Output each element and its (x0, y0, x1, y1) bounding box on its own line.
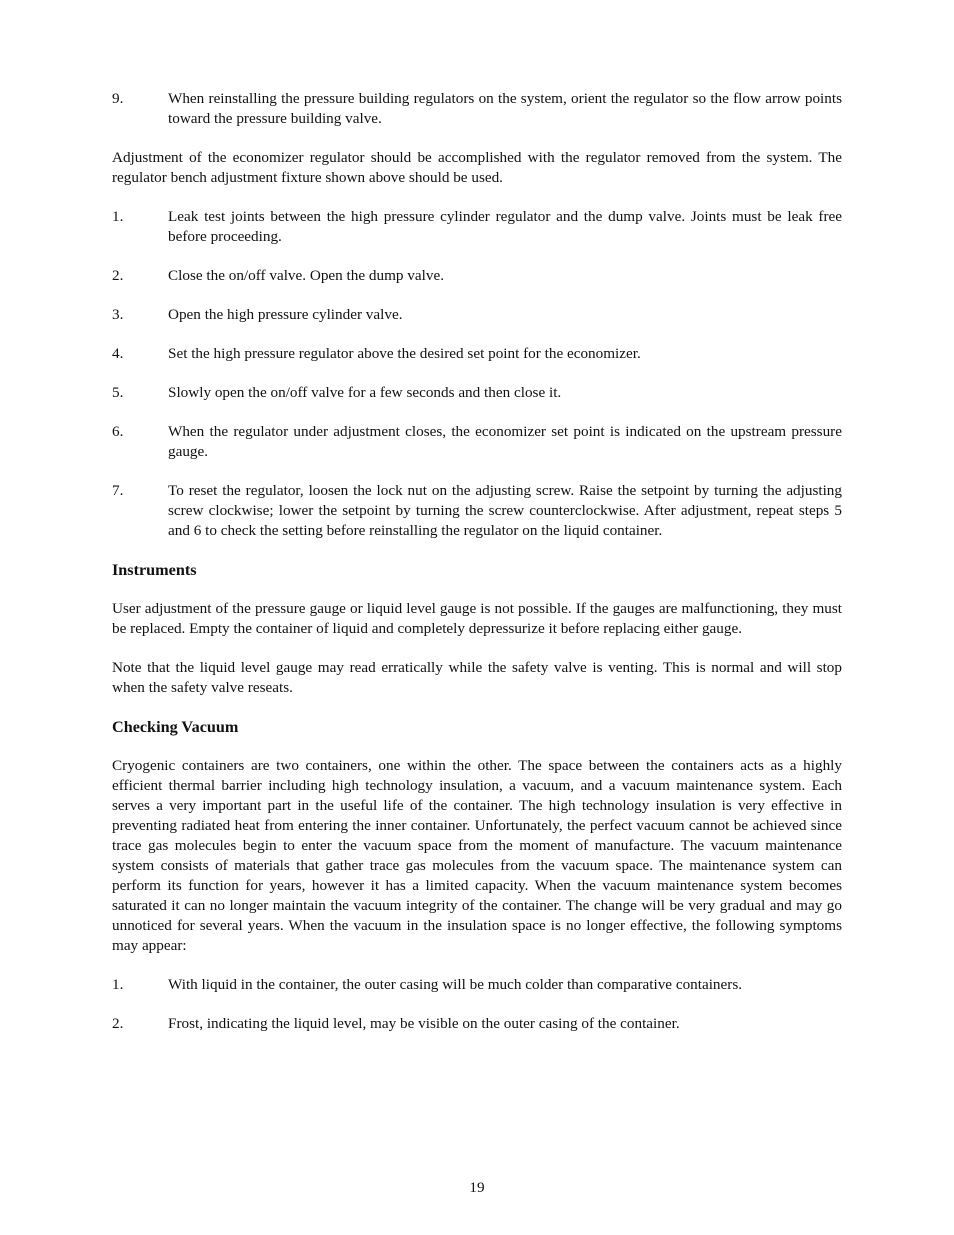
list-text: Set the high pressure regulator above the desired set point for the economizer. (168, 345, 641, 362)
list-number: 3. (112, 306, 124, 323)
list-text: Frost, indicating the liquid level, may be visible on the outer casing of the container. (168, 1015, 680, 1032)
page-number: 19 (469, 1179, 485, 1196)
instruments-paragraph-2: Note that the liquid level gauge may read erratically while the safety valve is venting. This is normal and will stop when the safety valve reseats. (112, 659, 842, 696)
list-number: 1. (112, 208, 124, 225)
list-text: When the regulator under adjustment closes, the economizer set point is indicated on the upstream pressure gauge. (168, 423, 842, 460)
list-number: 2. (112, 1015, 124, 1032)
list-item (112, 481, 842, 541)
list-item (112, 89, 842, 129)
economizer-paragraph: Adjustment of the economizer regulator should be accomplished with the regulator removed from the system. The regulator bench adjustment fixture shown above should be used. (112, 149, 842, 186)
list-item (112, 1014, 842, 1034)
list-text: To reset the regulator, loosen the lock nut on the adjusting screw. Raise the setpoint by turning the adjusting screw clockwise; lower the setpoint by turning the screw counterclockwise. After adjustment, repeat steps 5 and 6 to check the setting before reinstalling the regulator on the liquid container. (168, 482, 842, 539)
list-text: Leak test joints between the high pressure cylinder regulator and the dump valve. Joints must be leak free before proceeding. (168, 208, 842, 245)
list-text: Close the on/off valve. Open the dump valve. (168, 267, 444, 284)
list-text: With liquid in the container, the outer casing will be much colder than comparative containers. (168, 976, 743, 993)
list-number: 9. (112, 90, 124, 107)
list-number: 7. (112, 482, 124, 499)
list-item (112, 344, 842, 364)
checking-vacuum-paragraph: Cryogenic containers are two containers, one within the other. The space between the containers acts as a highly efficient thermal barrier including high technology insulation, a vacuum, and a vacuum maintenance system. Each serves a very important part in the useful life of the container. The high technology insulation is very effective in preventing radiated heat from entering the inner container. Unfortunately, the perfect vacuum cannot be achieved since trace gas molecules begin to enter the vacuum space from the moment of manufacture. The vacuum maintenance system consists of materials that gather trace gas molecules from the vacuum space. The maintenance system can perform its function for years, however it has a limited capacity. When the vacuum maintenance system becomes saturated it can no longer maintain the vacuum integrity of the container. The change will be very gradual and may go unnoticed for several years. When the vacuum in the insulation space is no longer effective, the following symptoms may appear: (112, 757, 842, 954)
list-text: Open the high pressure cylinder valve. (168, 306, 403, 323)
list-number: 2. (112, 267, 124, 284)
list-item (112, 207, 842, 247)
list-number: 1. (112, 976, 124, 993)
list-item (112, 305, 842, 325)
instruments-paragraph-1: User adjustment of the pressure gauge or liquid level gauge is not possible. If the gauges are malfunctioning, they must be replaced. Empty the container of liquid and completely depressurize it before replacing either gauge. (112, 600, 842, 637)
list-number: 5. (112, 384, 124, 401)
list-number: 4. (112, 345, 124, 362)
list-text: When reinstalling the pressure building regulators on the system, orient the regulator so the flow arrow points toward the pressure building valve. (168, 90, 842, 127)
list-item (112, 422, 842, 462)
document-page (112, 89, 842, 1053)
list-item (112, 266, 842, 286)
list-text: Slowly open the on/off valve for a few seconds and then close it. (168, 384, 562, 401)
section-heading-checking-vacuum: Checking Vacuum (112, 718, 239, 736)
list-item (112, 975, 842, 995)
section-heading-instruments: Instruments (112, 561, 197, 579)
list-item (112, 383, 842, 403)
list-number: 6. (112, 423, 124, 440)
